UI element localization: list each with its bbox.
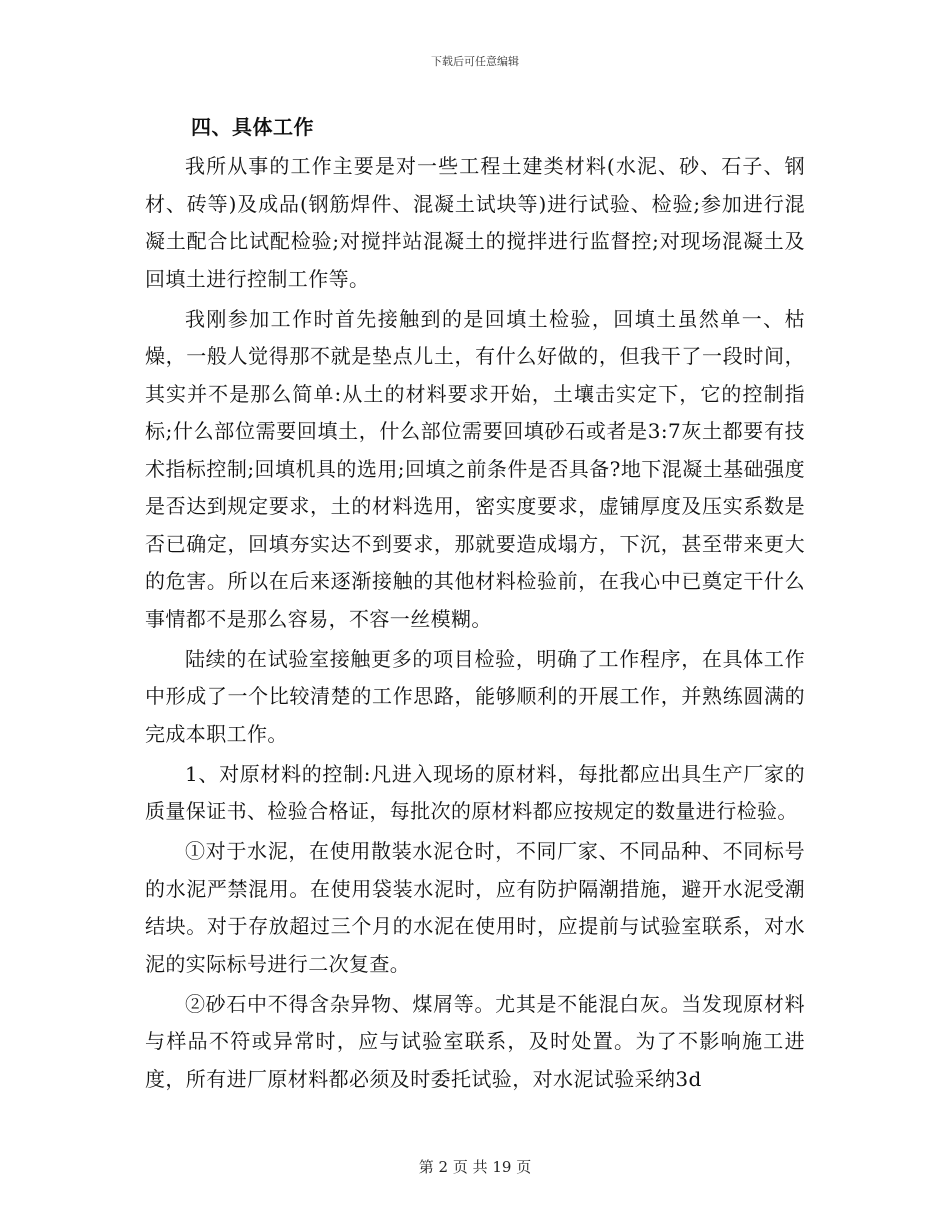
paragraph-1: 我所从事的工作主要是对一些工程土建类材料(水泥、砂、石子、钢材、砖等)及成品(钢筋焊件、混凝土试块等)进行试验、检验;参加进行混凝土配合比试配检验;对搅拌站混凝土的搅拌进行监督控;对现场混凝土及回填土进行控制工作等。 — [145, 154, 805, 291]
paragraph-3: 陆续的在试验室接触更多的项目检验，明确了工作程序，在具体工作中形成了一个比较清楚的工作思路，能够顺利的开展工作，并熟练圆满的完成本职工作。 — [145, 646, 805, 746]
page-header: 下载后可任意编辑 — [431, 55, 519, 68]
paragraph-6: ②砂石中不得含杂异物、煤屑等。尤其是不能混白灰。当发现原材料与样品不符或异常时，应与试验室联系，及时处置。为了不影响施工进度，所有进厂原材料都必须及时委托试验，对水泥试验采纳3d — [145, 991, 805, 1091]
page-footer: 第 2 页 共 19 页 — [418, 1158, 532, 1176]
paragraph-4: 1、对原材料的控制:凡进入现场的原材料，每批都应出具生产厂家的质量保证书、检验合格证，每批次的原材料都应按规定的数量进行检验。 — [145, 761, 805, 823]
document-body — [145, 110, 805, 1101]
section-heading: 四、具体工作 — [191, 115, 314, 139]
paragraph-2: 我刚参加工作时首先接触到的是回填土检验，回填土虽然单一、枯燥，一般人觉得那不就是垫点儿土，有什么好做的，但我干了一段时间，其实并不是那么简单:从土的材料要求开始，土壤击实定下，它的控制指标;什么部位需要回填土，什么部位需要回填砂石或者是3:7灰土都要有技术指标控制;回填机具的选用;回填之前条件是否具备?地下混凝土基础强度是否达到规定要求，土的材料选用，密实度要求，虚铺厚度及压实系数是否已确定，回填夯实达不到要求，那就要造成塌方，下沉，甚至带来更大的危害。所以在后来逐渐接触的其他材料检验前，在我心中已奠定干什么事情都不是那么容易，不容一丝模糊。 — [145, 306, 805, 631]
paragraph-5: ①对于水泥，在使用散装水泥仓时，不同厂家、不同品种、不同标号的水泥严禁混用。在使用袋装水泥时，应有防护隔潮措施，避开水泥受潮结块。对于存放超过三个月的水泥在使用时，应提前与试验室联系，对水泥的实际标号进行二次复查。 — [145, 839, 805, 976]
